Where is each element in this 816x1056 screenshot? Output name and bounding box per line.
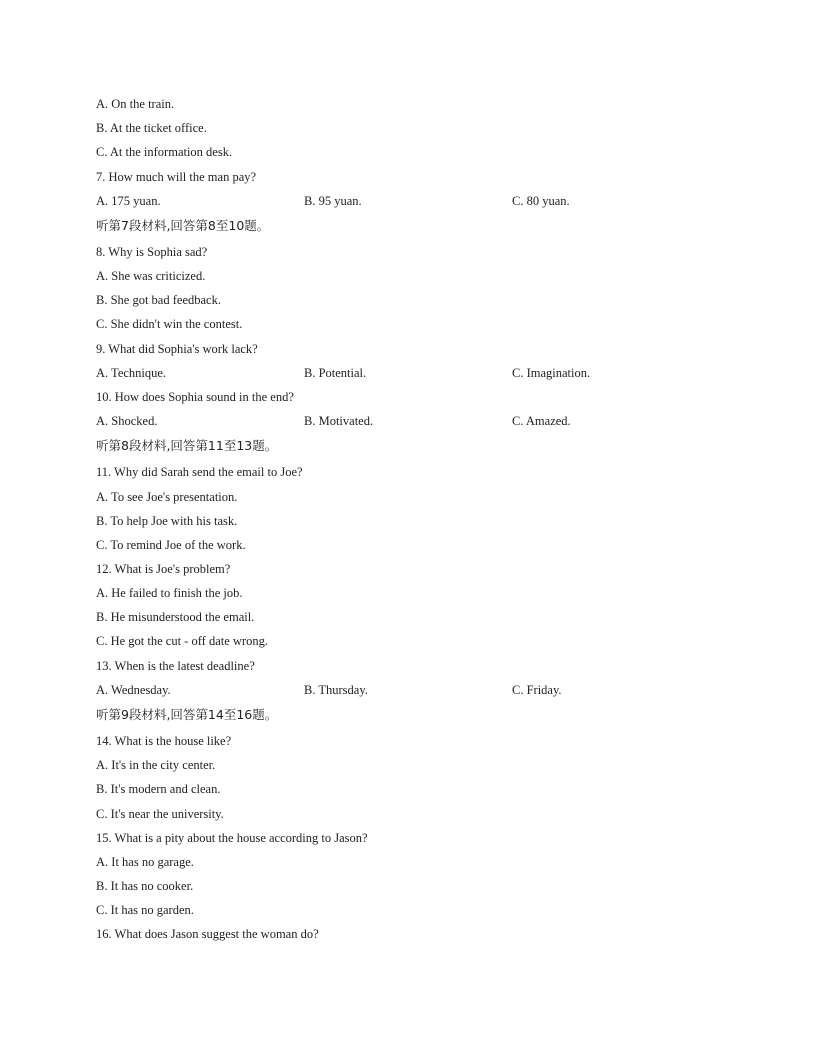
option-line: B. It's modern and clean. bbox=[96, 782, 221, 796]
question-line: 8. Why is Sophia sad? bbox=[96, 245, 208, 259]
question-line: 16. What does Jason suggest the woman do? bbox=[96, 927, 319, 941]
option-line: C. To remind Joe of the work. bbox=[96, 538, 246, 552]
section-heading: 听第8段材料,回答第11至13题。 bbox=[96, 438, 278, 453]
option-line: A. It's in the city center. bbox=[96, 758, 216, 772]
question-line: 7. How much will the man pay? bbox=[96, 170, 257, 184]
option-line: C. He got the cut - off date wrong. bbox=[96, 634, 268, 648]
question-line: 15. What is a pity about the house according to Jason? bbox=[96, 831, 368, 845]
option-b: B. Motivated. bbox=[304, 414, 374, 428]
option-b: B. Potential. bbox=[304, 366, 367, 380]
question-line: 11. Why did Sarah send the email to Joe? bbox=[96, 465, 303, 479]
section-heading: 听第9段材料,回答第14至16题。 bbox=[96, 707, 278, 722]
option-line: A. On the train. bbox=[96, 97, 175, 111]
option-b: B. 95 yuan. bbox=[304, 194, 362, 208]
question-line: 10. How does Sophia sound in the end? bbox=[96, 390, 294, 404]
option-line: A. It has no garage. bbox=[96, 855, 194, 869]
option-line: C. It's near the university. bbox=[96, 807, 224, 821]
section-heading: 听第7段材料,回答第8至10题。 bbox=[96, 218, 270, 233]
option-a: A. 175 yuan. bbox=[96, 194, 161, 208]
option-c: C. 80 yuan. bbox=[512, 194, 570, 208]
question-line: 14. What is the house like? bbox=[96, 734, 232, 748]
option-line: C. It has no garden. bbox=[96, 903, 194, 917]
option-line: C. At the information desk. bbox=[96, 145, 233, 159]
question-line: 9. What did Sophia's work lack? bbox=[96, 342, 258, 356]
option-c: C. Imagination. bbox=[512, 366, 591, 380]
option-line: B. He misunderstood the email. bbox=[96, 610, 255, 624]
option-line: B. To help Joe with his task. bbox=[96, 514, 238, 528]
option-line: C. She didn't win the contest. bbox=[96, 317, 243, 331]
option-line: B. She got bad feedback. bbox=[96, 293, 221, 307]
option-line: A. She was criticized. bbox=[96, 269, 206, 283]
option-a: A. Shocked. bbox=[96, 414, 158, 428]
option-line: B. It has no cooker. bbox=[96, 879, 194, 893]
option-a: A. Technique. bbox=[96, 366, 167, 380]
question-line: 12. What is Joe's problem? bbox=[96, 562, 231, 576]
option-c: C. Amazed. bbox=[512, 414, 571, 428]
option-a: A. Wednesday. bbox=[96, 683, 171, 697]
option-c: C. Friday. bbox=[512, 683, 562, 697]
question-line: 13. When is the latest deadline? bbox=[96, 659, 255, 673]
option-line: A. To see Joe's presentation. bbox=[96, 490, 238, 504]
option-line: B. At the ticket office. bbox=[96, 121, 207, 135]
option-line: A. He failed to finish the job. bbox=[96, 586, 243, 600]
option-b: B. Thursday. bbox=[304, 683, 368, 697]
